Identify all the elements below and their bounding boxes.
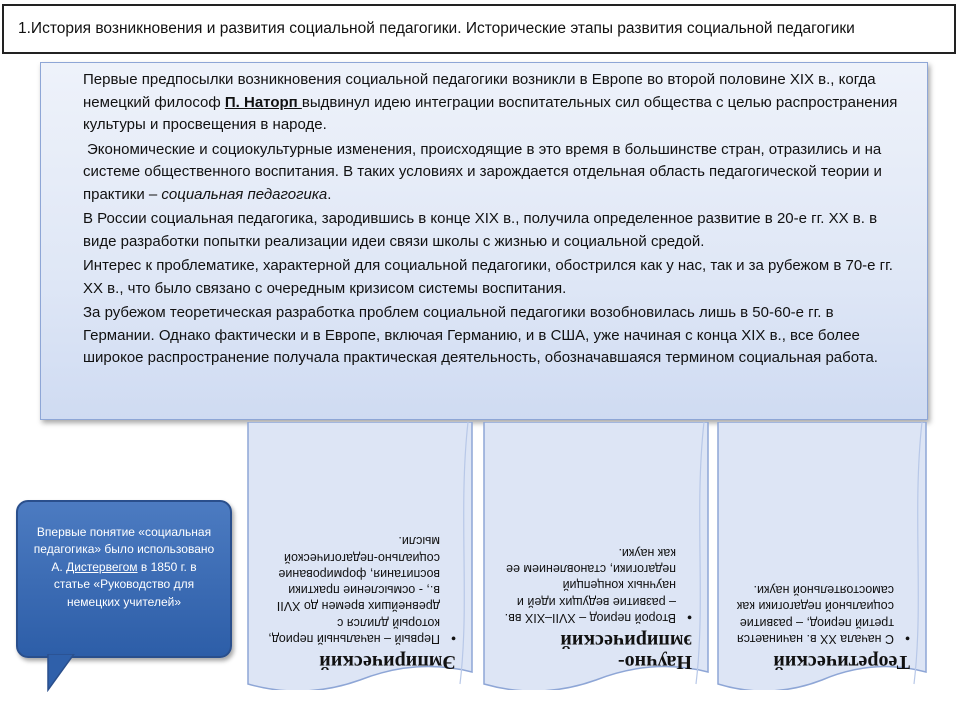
stage-column-scientific-empirical: [482, 422, 710, 690]
stage-heading: Эмпирический: [319, 651, 456, 673]
paragraph-1-tail: выдвинул идею интеграции воспитательных сил общества с целью распространения культуры и просвещения в народе.: [83, 93, 898, 133]
callout-bubble: [16, 500, 232, 658]
bullet-icon: •: [687, 610, 692, 626]
bullet-icon: •: [905, 631, 910, 647]
paragraph-3: В России социальная педагогика, зародившись в конце XIX в., получила определенное развитие в 20-е гг. XX в. в виде разработки попытки реализации идеи связи школы с жизнью и социальной средой.: [83, 210, 878, 250]
paragraph-1: [83, 69, 901, 137]
disterweg-link[interactable]: Дистервегом: [66, 559, 138, 574]
slide-title: [2, 4, 956, 54]
paragraph-4: Интерес к проблематике, характерной для социальной педагогики, обострился как у нас, так и за рубежом в 70-е гг. XX в., что было связано с очередным кризисом системы воспитания.: [83, 257, 893, 297]
bullet-icon: •: [451, 631, 456, 647]
paragraph-1-text: Первые предпосылки возникновения социальной педагогики возникли в Европе во второй половине XIX в., когда немецкий философ: [83, 71, 876, 111]
paragraph-2-text: Экономические и социокультурные изменения, происходящие в это время в большинстве стран, отразились и на системе общественного воспитания. В таких условиях и зарождается отдельная область педагогической теории и практики –: [83, 140, 882, 203]
social-pedagogy-term: социальная педагогика: [161, 185, 328, 203]
stage-content-scientific-empirical: [482, 422, 710, 690]
natorp-link[interactable]: П. Наторп: [224, 93, 302, 111]
slide-title-text: 1.История возникновения и развития социальной педагогики. Исторические этапы развития социальной педагогики: [18, 20, 855, 37]
callout-text-tail: в 1850 г. в статье «Руководство для немецких учителей»: [53, 559, 197, 609]
callout-text: Впервые понятие «социальная педагогика» было использовано А.: [33, 525, 215, 574]
stage-heading: Теоретический: [773, 651, 910, 673]
paragraph-5: За рубежом теоретическая разработка проблем социальной педагогики возобновилась лишь в 50-60-е гг. в Германии. Однако фактически и в Европе, включая Германию, и в США, уже начиная с конца XIX в., все более широкое распространение получала практическая деятельность, обозначавшаяся термином социальная работа.: [83, 304, 878, 366]
stage-item-text: Второй период – XVII–XIX вв. – развитие ведущих идей и научных концепций педагогики, становлением ее как науки.: [504, 546, 676, 625]
main-text-box: [40, 62, 928, 420]
stage-content-empirical: [246, 422, 474, 690]
stage-column-theoretical: [716, 422, 928, 690]
paragraph-2: [83, 139, 901, 207]
stage-heading: Научно-эмпирический: [560, 630, 692, 673]
stage-item-text: С начала XX в. начинается третий период, – развитие социальной педагогики как самостоятельной науки.: [736, 583, 894, 646]
stage-column-empirical: [246, 422, 474, 690]
callout-tail-shape: [46, 654, 76, 692]
stage-item-text: Первый – начальный период, который длился с древнейших времен до XVII в., - осмысление практики воспитания, формирование социально-педагогической мысли.: [268, 534, 440, 646]
stage-content-theoretical: [716, 422, 928, 690]
stage-item: [502, 545, 692, 626]
stage-item: [736, 582, 910, 647]
stage-item: [266, 533, 456, 647]
paragraph-2-tail: .: [327, 185, 332, 203]
